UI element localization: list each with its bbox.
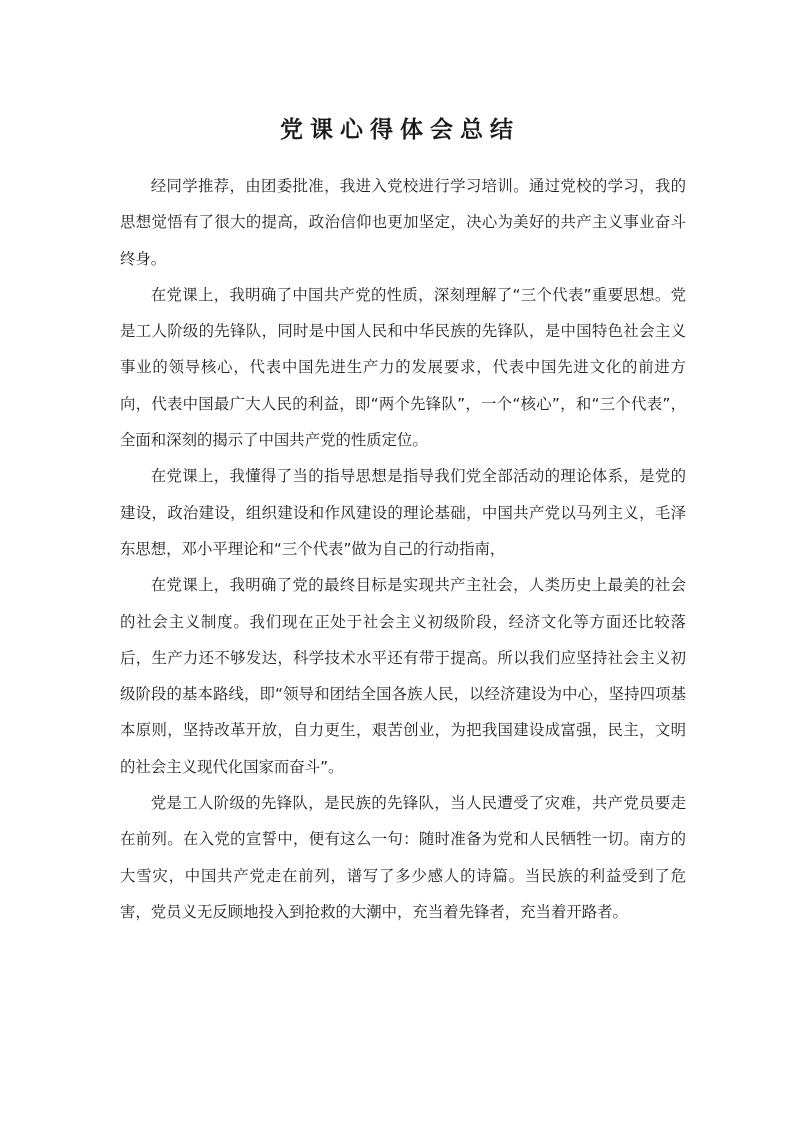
paragraph-3: 在党课上，我懂得了当的指导思想是指导我们党全部活动的理论体系，是党的建设，政治建设，组织建设和作风建设的理论基础，中国共产党以马列主义，毛泽东思想，邓小平理论和“三个代表”做为自己的行动指南， bbox=[120, 467, 686, 558]
paragraph-5: 党是工人阶级的先锋队，是民族的先锋队，当人民遭受了灾难，共产党员要走在前列。在入党的宣誓中，便有这么一句：随时准备为党和人民牺牲一切。南方的大雪灾，中国共产党走在前列，谱写了多少感人的诗篇。当民族的利益受到了危害，党员义无反顾地投入到抢救的大潮中，充当着先锋者，充当着开路者。 bbox=[120, 794, 686, 921]
paragraph-2: 在党课上，我明确了中国共产党的性质，深刻理解了“三个代表”重要思想。党是工人阶级的先锋队，同时是中国人民和中华民族的先锋队，是中国特色社会主义事业的领导核心，代表中国先进生产力的发展要求，代表中国先进文化的前进方向，代表中国最广大人民的利益，即“两个先锋队”，一个“核心”，和“三个代表”，全面和深刻的揭示了中国共产党的性质定位。 bbox=[120, 285, 686, 450]
paragraph-4: 在党课上，我明确了党的最终目标是实现共产主社会，人类历史上最美的社会的社会主义制度。我们现在正处于社会主义初级阶段，经济文化等方面还比较落后，生产力还不够发达，科学技术水平还有带于提高。所以我们应坚持社会主义初级阶段的基本路线，即“领导和团结全国各族人民，以经济建设为中心，坚持四项基本原则，坚持改革开放，自力更生，艰苦创业，为把我国建设成富强，民主，文明的社会主义现代化国家而奋斗”。 bbox=[120, 576, 686, 776]
document-body bbox=[120, 168, 686, 930]
paragraph-1: 经同学推荐，由团委批准，我进入党校进行学习培训。通过党校的学习，我的思想觉悟有了很大的提高，政治信仰也更加坚定，决心为美好的共产主义事业奋斗终身。 bbox=[120, 177, 686, 268]
document-title: 党课心得体会总结 bbox=[280, 117, 520, 143]
